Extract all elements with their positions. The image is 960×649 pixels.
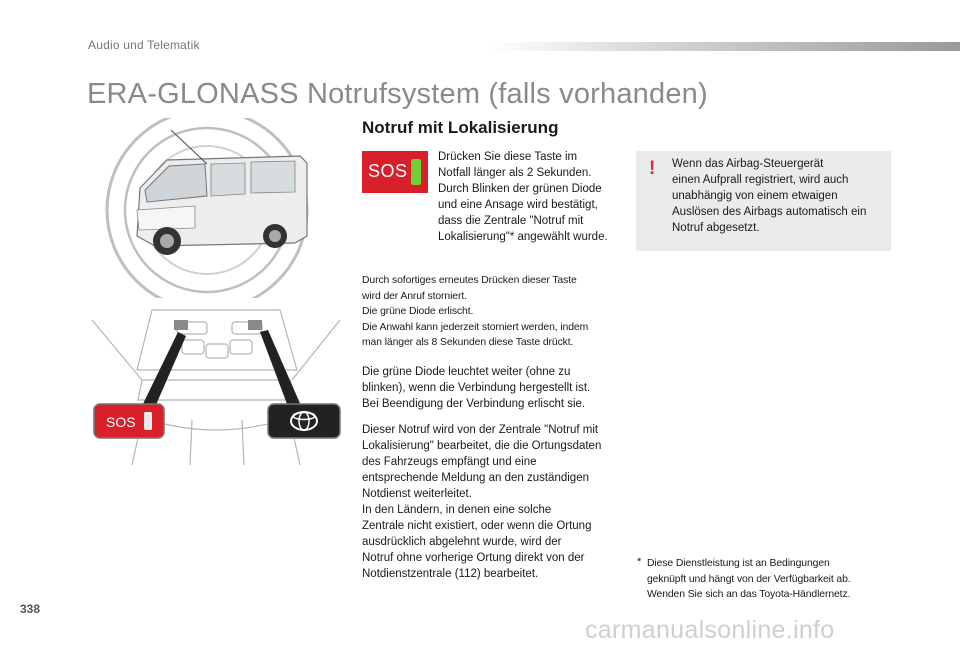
sos-button-illustration: [94, 404, 164, 438]
watermark: carmanualsonline.info: [585, 616, 835, 644]
van-illustration: [95, 118, 335, 298]
warning-text: Wenn das Airbag-Steuergerät einen Aufprall registriert, wird auch unabhängig von einem etwaigen Auslösen des Airbags automatisch ein Notruf abgesetzt.: [672, 158, 867, 234]
led-info: Die grüne Diode leuchtet weiter (ohne zu blinken), wenn die Verbindung hergestellt ist. Bei Beendigung der Verbindung erlischt sie.: [362, 366, 591, 410]
warning-icon: !: [649, 158, 656, 179]
press-instructions: Drücken Sie diese Taste im Notfall länger als 2 Sekunden. Durch Blinken der grünen Diode und eine Ansage wird bestätigt, dass die Zentrale "Notruf mit Lokalisierung"* angewählt wurde.: [438, 151, 608, 243]
sos-button-label: SOS: [368, 161, 408, 181]
sos-button-icon: [362, 151, 428, 193]
illustration-sos-label: SOS: [106, 414, 136, 430]
roof-console-illustration: [82, 300, 350, 470]
green-led-icon: [411, 159, 421, 185]
page-number: 338: [20, 602, 41, 616]
footnote-text: Diese Dienstleistung ist an Bedingungen geknüpft und hängt von der Verfügbarkeit ab. Wenden Sie sich an das Toyota-Händlernetz.: [647, 558, 851, 600]
section-heading: Notruf mit Lokalisierung: [362, 118, 559, 137]
cancel-instructions: Durch sofortiges erneutes Drücken dieser Taste wird der Anruf storniert. Die grüne Diode erlischt. Die Anwahl kann jederzeit storniert werden, indem man länger als 8 Sekunden diese Taste drückt.: [362, 275, 589, 348]
section-label: Audio und Telematik: [88, 38, 200, 52]
page-title: ERA-GLONASS Notrufsystem (falls vorhanden): [87, 78, 708, 110]
toyota-assist-button-illustration: [268, 404, 340, 438]
processing-info: Dieser Notruf wird von der Zentrale "Notruf mit Lokalisierung" bearbeitet, die die Ortungsdaten des Fahrzeugs empfängt und eine entsprechende Meldung an den zuständigen Notdienst weiterleitet. In den Ländern, in denen eine solche Zentrale nicht existiert, oder wenn die Ortung ausdrücklich abgelehnt wurde, wird der Notruf ohne vorherige Ortung direkt von der Notdienstzentrale (112) bearbeitet.: [362, 424, 602, 580]
footnote-marker: *: [637, 556, 642, 568]
header-gradient-bar: [490, 42, 960, 51]
